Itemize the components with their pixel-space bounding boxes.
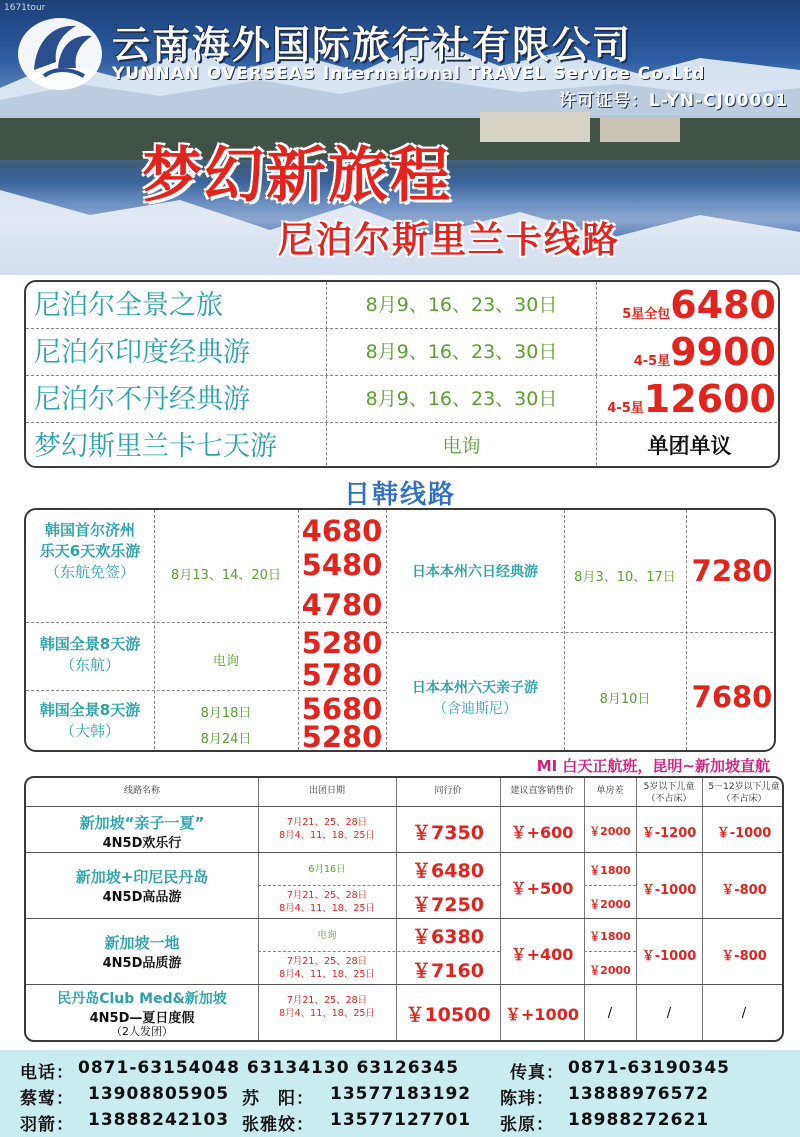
peer-price: ￥7250 — [412, 894, 484, 916]
japan-route-1-name: 日本本州六日经典游 — [412, 564, 538, 580]
peer-price: ￥7350 — [412, 822, 484, 844]
nepal-routes-table — [24, 280, 780, 468]
contact-phone: 13908805905 — [88, 1084, 230, 1104]
grid-line — [26, 622, 386, 623]
route-sub: 4N5D高品游 — [102, 890, 182, 905]
route-name: 尼泊尔全景之旅 — [34, 290, 223, 321]
route-price — [596, 282, 780, 329]
grid-line — [386, 632, 776, 633]
date-line: 7月21、25、28日 — [286, 890, 368, 901]
route-name-line: 乐天6天欢乐游 — [39, 542, 141, 560]
header-text: （不占床） — [721, 794, 767, 804]
route-name-line: 韩国全景8天游 — [39, 701, 141, 719]
singapore-routes-table — [24, 776, 784, 1042]
price-value: 7280 — [691, 554, 773, 588]
japan-route-2-dates: 8月10日 — [599, 692, 651, 707]
route-dates: 6月16日 — [308, 864, 346, 875]
date-line: 8月4、11、18、25日 — [279, 830, 375, 841]
header-child-5 — [636, 778, 702, 806]
header-text: 5岁以下儿童 — [643, 782, 695, 792]
route-dates: 8月9、16、23、30日 — [326, 329, 596, 376]
watermark: 1671tour — [4, 3, 46, 13]
route-dates: 8月9、16、23、30日 — [326, 282, 596, 329]
header-text: 5－12岁以下儿童 — [708, 782, 780, 792]
peer-price: ￥7160 — [412, 960, 484, 982]
korea-route-1-name — [26, 520, 154, 583]
peer-price: ￥10500 — [405, 1004, 491, 1026]
japan-route-1-dates: 8月3、10、17日 — [574, 570, 676, 585]
route-name: 新加坡“亲子一夏” — [79, 814, 205, 832]
child-5-price: / — [666, 1006, 672, 1021]
child-5-price: ￥-1000 — [641, 949, 697, 964]
contact-name: 张原： — [500, 1115, 554, 1135]
header-retail-price: 建议直客销售价 — [510, 786, 574, 796]
date-line: 8月4、11、18、25日 — [279, 1008, 375, 1019]
grid-line — [26, 918, 784, 919]
grid-line — [258, 885, 500, 886]
nepal-route-row — [26, 376, 780, 423]
contact-phone: 13577183192 — [330, 1084, 472, 1104]
grid-line — [26, 806, 784, 807]
contact-name: 张雅姣： — [242, 1115, 314, 1135]
price-value: 4780 — [301, 588, 383, 622]
date-line: 7月21、25、28日 — [286, 817, 368, 828]
date-line: 8月4、11、18、25日 — [279, 903, 375, 914]
date-line: 8月4、11、18、25日 — [279, 969, 375, 980]
single-room-price: / — [607, 1006, 613, 1021]
price-value: 5280 — [301, 626, 383, 660]
fax-label: 传真： — [510, 1063, 564, 1083]
route-dates: 电询 — [326, 423, 596, 468]
retail-price: ￥+600 — [510, 823, 574, 842]
price-value: 7680 — [691, 680, 773, 714]
grid-line — [686, 510, 687, 750]
price-value: 4680 — [301, 514, 383, 548]
slogan: 梦幻新旅程 — [142, 141, 452, 211]
grid-line — [636, 778, 637, 1040]
route-name: 民丹岛Club Med&新加坡 — [57, 991, 227, 1007]
route-sub: 4N5D欢乐行 — [102, 836, 182, 851]
header-single-room: 单房差 — [596, 786, 624, 796]
price-prefix: 5星全包 — [622, 307, 671, 322]
date-line: 7月21、25、28日 — [286, 995, 368, 1006]
korea-route-2-name — [26, 634, 154, 676]
korea-route-1-dates: 8月13、14、20日 — [171, 568, 281, 583]
single-room-price: ￥2000 — [589, 825, 631, 838]
japan-route-2-name — [386, 678, 564, 720]
child-12-price: ￥-800 — [721, 883, 767, 898]
route-name-note: （含迪斯尼） — [433, 701, 517, 717]
route-name: 新加坡+印尼民丹岛 — [75, 868, 209, 886]
korea-route-3-date-2: 8月24日 — [200, 732, 252, 747]
route-price — [596, 376, 780, 423]
fax-number: 0871-63190345 — [568, 1058, 730, 1078]
phone-numbers: 0871-63154048 63134130 63126345 — [78, 1058, 460, 1078]
retail-price: ￥+400 — [510, 945, 574, 964]
contact-name: 陈玮： — [500, 1089, 554, 1109]
phone-label: 电话： — [20, 1063, 74, 1083]
contact-name: 蔡莺： — [20, 1089, 74, 1109]
nepal-route-row — [26, 423, 780, 468]
route-sub: 4N5D品质游 — [102, 956, 182, 971]
flight-note: MI 白天正航班，昆明~新加坡直航 — [536, 757, 770, 775]
company-name-cn: 云南海外国际旅行社有限公司 — [112, 23, 633, 67]
child-5-price: ￥-1000 — [641, 883, 697, 898]
contact-name: 羽箭： — [20, 1115, 74, 1135]
route-title: 尼泊尔斯里兰卡线路 — [278, 220, 621, 261]
grid-line — [500, 778, 501, 1040]
license-number: 许可证号：L-YN-CJ00001 — [559, 91, 788, 111]
korea-route-3-date-1: 8月18日 — [200, 706, 252, 721]
company-logo — [14, 10, 106, 92]
child-12-price: / — [741, 1006, 747, 1021]
retail-price: ￥+1000 — [505, 1005, 579, 1024]
single-room-price: ￥1800 — [589, 930, 631, 943]
route-name: 尼泊尔不丹经典游 — [34, 384, 250, 415]
single-room-price: ￥2000 — [589, 964, 631, 977]
route-sub: （2人发团） — [111, 1025, 173, 1038]
route-price — [596, 329, 780, 376]
price-value: 6480 — [670, 283, 776, 327]
grid-line — [584, 951, 636, 952]
price-value: 9900 — [670, 330, 776, 374]
price-value: 5280 — [301, 720, 383, 752]
single-room-price: ￥2000 — [589, 898, 631, 911]
price-value: 5480 — [301, 548, 383, 582]
header-text: （不占床） — [646, 794, 692, 804]
jk-routes-table — [24, 508, 776, 752]
contact-footer — [0, 1050, 800, 1137]
jk-section-title: 日韩线路 — [343, 480, 456, 510]
grid-line — [702, 778, 703, 1040]
route-dates: 8月9、16、23、30日 — [326, 376, 596, 423]
contact-phone: 13577127701 — [330, 1110, 472, 1130]
price-note: 单团单议 — [647, 434, 732, 458]
route-sub: 4N5D—夏日度假 — [89, 1011, 195, 1026]
route-name-line: 韩国首尔济州 — [44, 521, 135, 539]
route-name-note: （大韩） — [59, 722, 120, 740]
korea-route-3-name — [26, 700, 154, 742]
route-name: 梦幻斯里兰卡七天游 — [34, 431, 277, 462]
price-value: 12600 — [643, 377, 776, 421]
route-dates — [258, 816, 396, 842]
route-name: 尼泊尔印度经典游 — [34, 337, 250, 368]
route-name-note: （东航） — [59, 656, 120, 674]
route-dates — [258, 994, 396, 1020]
price-value: 5680 — [301, 692, 383, 726]
route-price — [596, 423, 780, 468]
date-line: 7月21、25、28日 — [286, 956, 368, 967]
header-route: 线路名称 — [123, 786, 160, 796]
child-12-price: ￥-1000 — [716, 826, 772, 841]
grid-line — [26, 984, 784, 985]
peer-price: ￥6480 — [412, 860, 484, 882]
contact-name: 苏 阳： — [242, 1089, 314, 1109]
company-name-en: YUNNAN OVERSEAS International TRAVEL Service Co.Ltd — [112, 64, 706, 84]
grid-line — [258, 951, 500, 952]
child-12-price: ￥-800 — [721, 949, 767, 964]
contact-phone: 18988272621 — [568, 1110, 710, 1130]
header-banner — [0, 0, 800, 275]
price-prefix: 4-5星 — [607, 401, 644, 416]
price-value: 5780 — [301, 658, 383, 692]
grid-line — [26, 852, 784, 853]
grid-line — [564, 510, 565, 750]
korea-route-2-dates: 电询 — [212, 654, 239, 669]
route-name-note: （东航免签） — [44, 563, 135, 581]
route-dates — [258, 955, 396, 981]
route-dates — [258, 889, 396, 915]
route-name-line: 韩国全景8天游 — [39, 635, 141, 653]
single-room-price: ￥1800 — [589, 864, 631, 877]
grid-line — [584, 885, 636, 886]
header-child-12 — [702, 778, 784, 806]
route-name: 新加坡一地 — [104, 934, 180, 952]
header-peer-price: 同行价 — [434, 786, 462, 796]
price-prefix: 4-5星 — [633, 354, 671, 369]
child-5-price: ￥-1200 — [641, 826, 697, 841]
route-name-line: 日本本州六天亲子游 — [412, 680, 538, 696]
header-date: 出团日期 — [308, 786, 345, 796]
contact-phone: 13888242103 — [88, 1110, 230, 1130]
retail-price: ￥+500 — [510, 879, 574, 898]
contact-phone: 13888976572 — [568, 1084, 710, 1104]
nepal-route-row — [26, 282, 780, 329]
nepal-route-row — [26, 329, 780, 376]
route-dates: 电询 — [317, 930, 337, 941]
peer-price: ￥6380 — [412, 926, 484, 948]
